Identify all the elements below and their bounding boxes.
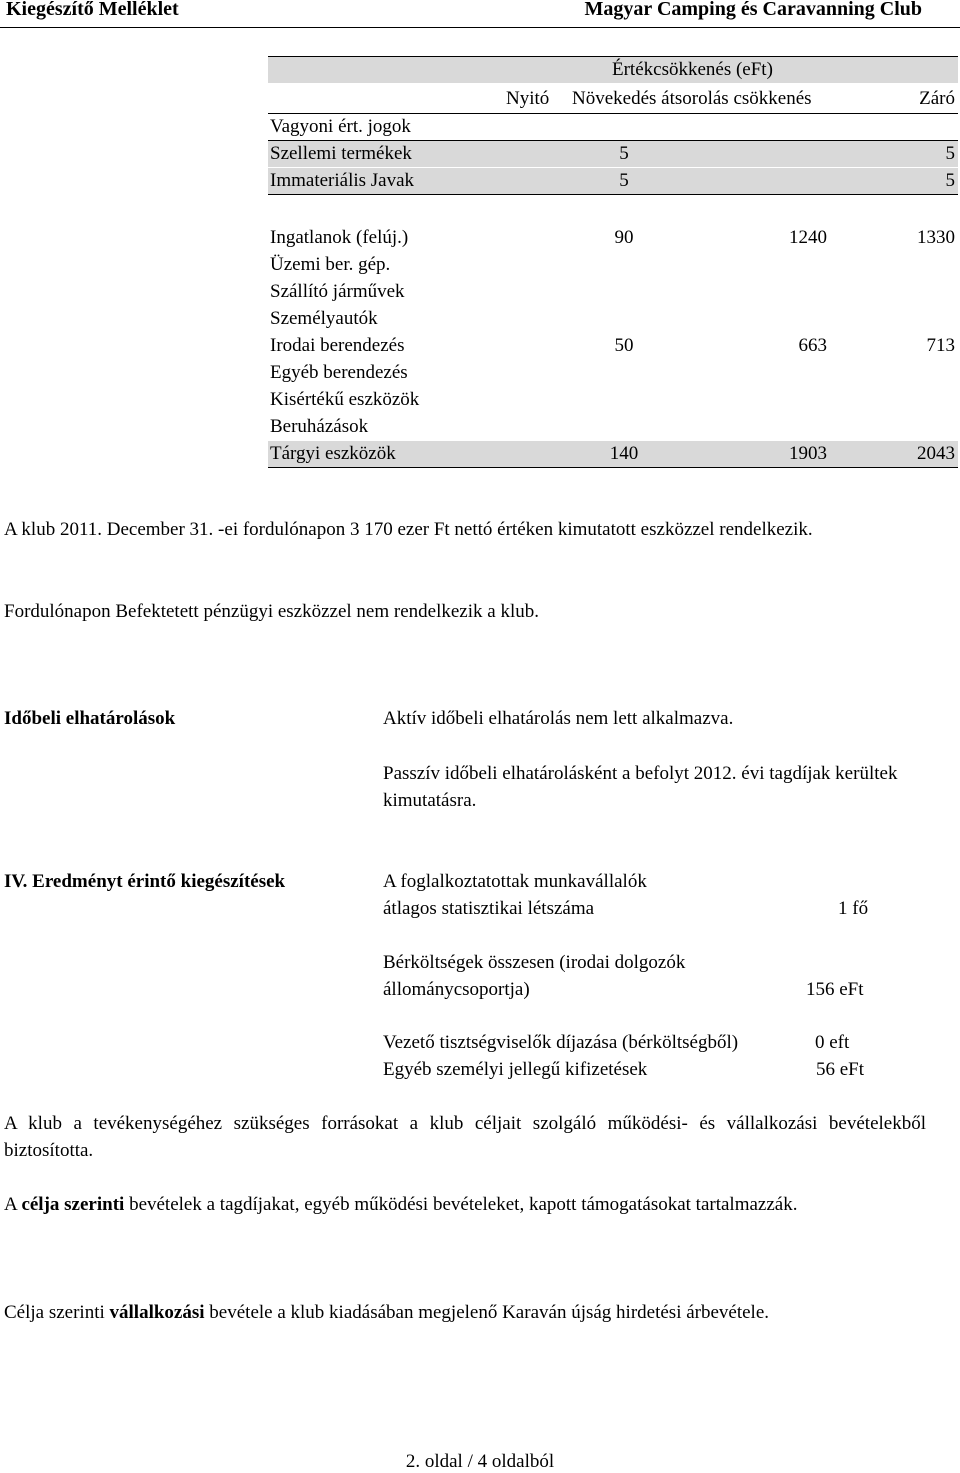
table-rule	[268, 194, 958, 195]
row-nyito: 1903	[789, 443, 827, 464]
row-label: Vagyoni ért. jogok	[270, 116, 411, 137]
table-row	[268, 114, 958, 140]
header-left: Kiegészítő Melléklet	[6, 0, 179, 20]
results-title: IV. Eredményt érintő kiegészítések	[4, 871, 286, 892]
table-row	[268, 279, 958, 305]
col-novekedes: Növekedés átsorolás csökkenés	[572, 88, 812, 109]
header-right: Magyar Camping és Caravanning Club	[584, 0, 922, 20]
table-row	[268, 360, 958, 386]
ent-rest: bevétele a klub kiadásában megjelenő Karaván újság hirdetési árbevétele.	[209, 1302, 770, 1323]
row-zaro: 5	[945, 143, 955, 164]
table-rule	[268, 140, 958, 141]
row-label: Immateriális Javak	[270, 170, 415, 191]
table-row	[268, 414, 958, 440]
row-label: Kisértékű eszközök	[270, 389, 420, 410]
resources-paragraph: A klub a tevékenységéhez szükséges forrásokat a klub céljait szolgáló működési- és vállalkozási bevételekből biztosította.	[4, 1113, 926, 1161]
goal-rest: bevételek a tagdíjakat, egyéb működési bevételeket, kapott támogatásokat tartalmazzák.	[129, 1194, 798, 1215]
page-header	[0, 0, 960, 26]
row-label: Üzemi ber. gép.	[270, 254, 391, 275]
header-divider	[0, 27, 960, 28]
row-novekedes: 5	[619, 170, 629, 191]
goal-paragraph	[4, 1191, 926, 1218]
other-label: Egyéb személyi jellegű kifizetések	[383, 1059, 648, 1080]
col-zaro: Záró	[919, 88, 955, 109]
row-novekedes: 5	[619, 143, 629, 164]
table-top-line	[268, 56, 958, 57]
table-rule	[268, 467, 958, 468]
row-novekedes: 140	[609, 443, 639, 464]
wage-label-1: Bérköltségek összesen (irodai dolgozók	[383, 952, 686, 973]
table-row	[268, 441, 958, 467]
wage-label-2: állománycsoportja)	[383, 979, 530, 1000]
exec-label: Vezető tisztségviselők díjazása (bérköltségből)	[383, 1032, 739, 1053]
row-zaro: 713	[926, 335, 955, 356]
goal-bold: célja szerinti	[21, 1194, 125, 1215]
accruals-title: Időbeli elhatárolások	[4, 708, 176, 729]
table-rule	[268, 113, 958, 114]
row-zaro: 1330	[917, 227, 955, 248]
row-label: Egyéb berendezés	[270, 362, 408, 383]
headcount-value: 1 fő	[838, 898, 869, 919]
col-nyito: Nyitó	[506, 88, 550, 109]
ent-prefix: Célja szerinti	[4, 1302, 105, 1323]
wage-value: 156 eFt	[806, 979, 864, 1000]
row-label: Tárgyi eszközök	[270, 443, 396, 464]
accruals-passive: Passzív időbeli elhatárolásként a befolyt 2012. évi tagdíjak kerültek kimutatásra.	[383, 763, 898, 811]
financial-paragraph: Fordulónapon Befektetett pénzügyi eszközzel nem rendelkezik a klub.	[4, 601, 539, 622]
assets-paragraph: A klub 2011. December 31. -ei fordulónapon 3 170 ezer Ft nettó értéken kimutatott eszközzel rendelkezik.	[4, 519, 813, 540]
table-row	[268, 333, 958, 359]
row-zaro: 5	[945, 170, 955, 191]
row-novekedes: 50	[614, 335, 634, 356]
row-label: Szellemi termékek	[270, 143, 412, 164]
row-nyito: 663	[798, 335, 827, 356]
table-row	[268, 306, 958, 332]
row-label: Beruházások	[270, 416, 369, 437]
table-row	[268, 252, 958, 278]
ent-bold: vállalkozási	[109, 1302, 205, 1323]
table-column-header	[268, 86, 958, 112]
row-novekedes: 90	[614, 227, 634, 248]
table-row	[268, 168, 958, 194]
group-header-label: Értékcsökkenés (eFt)	[612, 59, 773, 80]
enterprise-paragraph	[4, 1299, 926, 1326]
headcount-label-2: átlagos statisztikai létszáma	[383, 898, 595, 919]
row-label: Személyautók	[270, 308, 378, 329]
other-value: 56 eFt	[816, 1059, 865, 1080]
exec-value: 0 eft	[815, 1032, 850, 1053]
row-zaro: 2043	[917, 443, 955, 464]
row-label: Irodai berendezés	[270, 335, 405, 356]
row-nyito: 1240	[789, 227, 827, 248]
table-row	[268, 387, 958, 413]
goal-prefix: A	[4, 1194, 17, 1215]
accruals-active: Aktív időbeli elhatárolás nem lett alkalmazva.	[383, 708, 734, 729]
table-group-header	[268, 57, 958, 83]
table-row	[268, 141, 958, 167]
headcount-label-1: A foglalkoztatottak munkavállalók	[383, 871, 647, 892]
row-label: Ingatlanok (felúj.)	[270, 227, 409, 248]
table-row	[268, 225, 958, 251]
page-footer: 2. oldal / 4 oldalból	[405, 1451, 555, 1472]
row-label: Szállító járművek	[270, 281, 405, 302]
